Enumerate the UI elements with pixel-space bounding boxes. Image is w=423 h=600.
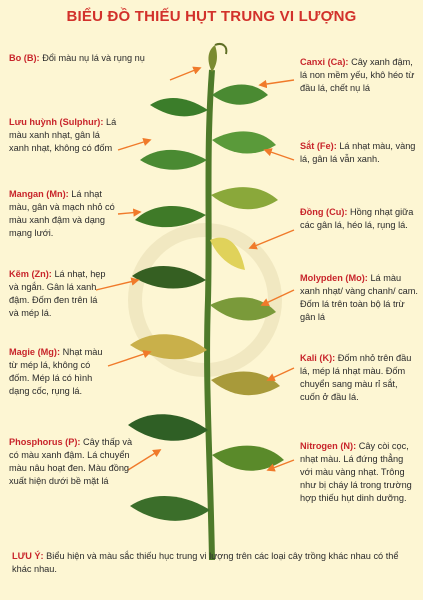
- label-magie: [9, 346, 109, 398]
- label-bo: [9, 52, 167, 65]
- label-kem: [9, 268, 109, 320]
- footnote-label: LƯU Ý:: [12, 551, 44, 561]
- element-name: Lưu huỳnh (Sulphur):: [9, 117, 104, 127]
- element-desc: Lá nhạt màu, gân và mạch nhỏ có màu xanh đậm và dạng mạng lưới.: [9, 189, 115, 238]
- plant-stem: [207, 70, 212, 560]
- element-desc: Cây còi cọc, nhạt màu. Lá đứng thẳng với màu vàng nhạt. Trông như bị cháy lá trong trường hợp thiếu hụt dinh dưỡng.: [300, 441, 412, 503]
- label-canxi: [300, 56, 416, 95]
- label-mangan: [9, 188, 121, 240]
- element-desc: Cây xanh đậm, lá non mềm yếu, khô héo từ đầu lá, chết nụ lá: [300, 57, 415, 93]
- label-nitrogen: [300, 440, 418, 505]
- element-desc: Lá màu xanh nhạt, gân lá xanh nhạt, không có đốm: [9, 117, 117, 153]
- element-name: Phosphorus (P):: [9, 437, 81, 447]
- element-desc: Đốm nhỏ trên đầu lá, mép lá nhạt màu. Đốm chuyển sang màu rỉ sắt, cuốn ở đầu lá.: [300, 353, 412, 402]
- label-sat: [300, 140, 416, 166]
- label-dong: [300, 206, 416, 232]
- page-title: BIỂU ĐỒ THIẾU HỤT TRUNG VI LƯỢNG: [66, 8, 357, 25]
- element-name: Nitrogen (N):: [300, 441, 357, 451]
- element-name: Kali (K):: [300, 353, 336, 363]
- bud-icon: [208, 45, 217, 72]
- element-name: Bo (B):: [9, 53, 40, 63]
- element-name: Canxi (Ca):: [300, 57, 349, 67]
- label-phosphorus: [9, 436, 137, 488]
- element-desc: Lá nhạt màu, vàng lá, gân lá vẫn xanh.: [300, 141, 416, 164]
- element-name: Đồng (Cu):: [300, 207, 348, 217]
- element-desc: Cây thấp và có màu xanh đậm. Lá chuyển màu nâu hoạt đen. Màu đồng xuất hiện dưới bề mặt lá: [9, 437, 133, 486]
- label-kali: [300, 352, 416, 404]
- element-name: Sắt (Fe):: [300, 141, 337, 151]
- element-desc: Lá màu xanh nhạt/ vàng chanh/ cam. Đốm lá trên toàn bộ lá trừ gân lá: [300, 273, 418, 322]
- element-name: Magie (Mg):: [9, 347, 61, 357]
- element-desc: Lá nhạt, hẹp và ngắn. Gân lá xanh đậm. Đốm đen trên lá và mép lá.: [9, 269, 106, 318]
- element-name: Kẽm (Zn):: [9, 269, 52, 279]
- label-molypden: [300, 272, 418, 324]
- label-sulphur: [9, 116, 119, 155]
- element-name: Mangan (Mn):: [9, 189, 69, 199]
- footnote: [12, 550, 412, 576]
- element-name: Molypden (Mo):: [300, 273, 368, 283]
- element-desc: Đổi màu nụ lá và rụng nụ: [42, 53, 145, 63]
- element-desc: Hồng nhạt giữa các gân lá, héo lá, rụng lá.: [300, 207, 414, 230]
- footnote-text: Biểu hiện và màu sắc thiếu hục trung vi lượng trên các loại cây trồng khác nhau có thể khác nhau.: [12, 551, 399, 574]
- element-desc: Nhạt màu từ mép lá, không có đốm. Mép lá có hình dạng cốc, rụng lá.: [9, 347, 103, 396]
